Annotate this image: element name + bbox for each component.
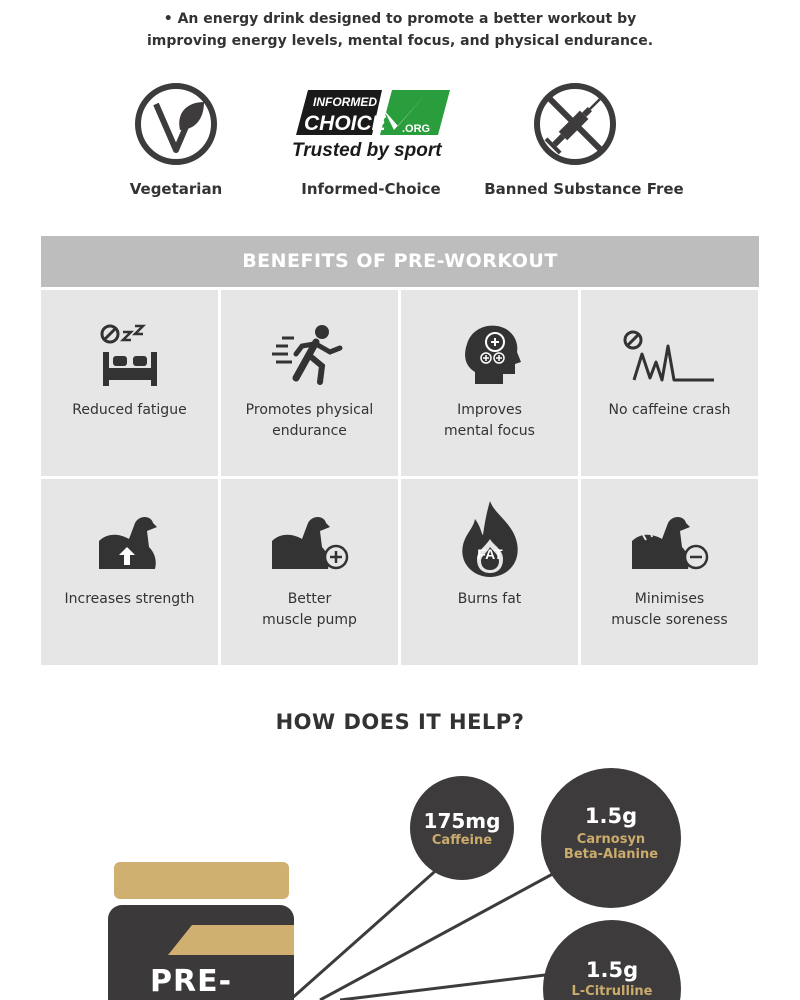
fat-text: FAT — [476, 546, 503, 562]
how-section-title: HOW DOES IT HELP? — [275, 710, 525, 734]
intro-line-1: • An energy drink designed to promote a better workout by — [163, 11, 637, 27]
benefit-label: Reduced fatigue — [72, 402, 187, 418]
benefit-label-line-1: Minimises — [634, 591, 705, 607]
ingredient-bubble-caffeine — [410, 776, 514, 880]
benefit-label-line-1: Improves — [457, 402, 522, 418]
ingredient-name: Caffeine — [431, 833, 493, 848]
product-jar-lid — [114, 862, 289, 899]
benefit-label-line-2: muscle soreness — [611, 612, 728, 628]
logo-choice-text: CHOICE — [304, 112, 386, 135]
connector-line-beta-alanine — [320, 870, 560, 1000]
benefit-label-line-2: mental focus — [444, 423, 535, 439]
logo-informed-text: INFORMED — [313, 95, 377, 109]
benefit-label: Burns fat — [457, 591, 522, 607]
benefit-label-line-1: Promotes physical — [245, 402, 374, 418]
logo-tagline-text: Trusted by sport — [292, 140, 442, 161]
informed-choice-label: Informed-Choice — [301, 180, 441, 198]
ingredient-name: L-Citrulline — [571, 984, 653, 999]
benefit-label: No caffeine crash — [608, 402, 731, 418]
vegetarian-label: Vegetarian — [129, 180, 223, 198]
ingredient-amount: 175mg — [423, 809, 501, 833]
ingredient-name-line-2: Beta-Alanine — [563, 847, 659, 862]
connector-line-caffeine — [290, 858, 450, 1000]
intro-line-2: improving energy levels, mental focus, and physical endurance. — [146, 33, 654, 49]
product-jar-text: PRE- — [150, 964, 233, 999]
logo-org-text: .ORG — [402, 123, 431, 135]
benefit-label-line-2: muscle pump — [262, 612, 357, 628]
benefit-label: Increases strength — [64, 591, 195, 607]
ingredient-amount: 1.5g — [585, 958, 639, 982]
banned-substance-label: Banned Substance Free — [484, 180, 684, 198]
connector-line-citrulline — [340, 975, 545, 1000]
ingredient-bubble-beta-alanine — [541, 768, 681, 908]
ingredient-name: Carnosyn — [576, 832, 646, 847]
benefit-label-line-2: endurance — [272, 423, 347, 439]
benefits-heading: BENEFITS OF PRE-WORKOUT — [41, 236, 759, 287]
benefit-label-line-1: Better — [287, 591, 332, 607]
ingredient-amount: 1.5g — [584, 804, 638, 828]
